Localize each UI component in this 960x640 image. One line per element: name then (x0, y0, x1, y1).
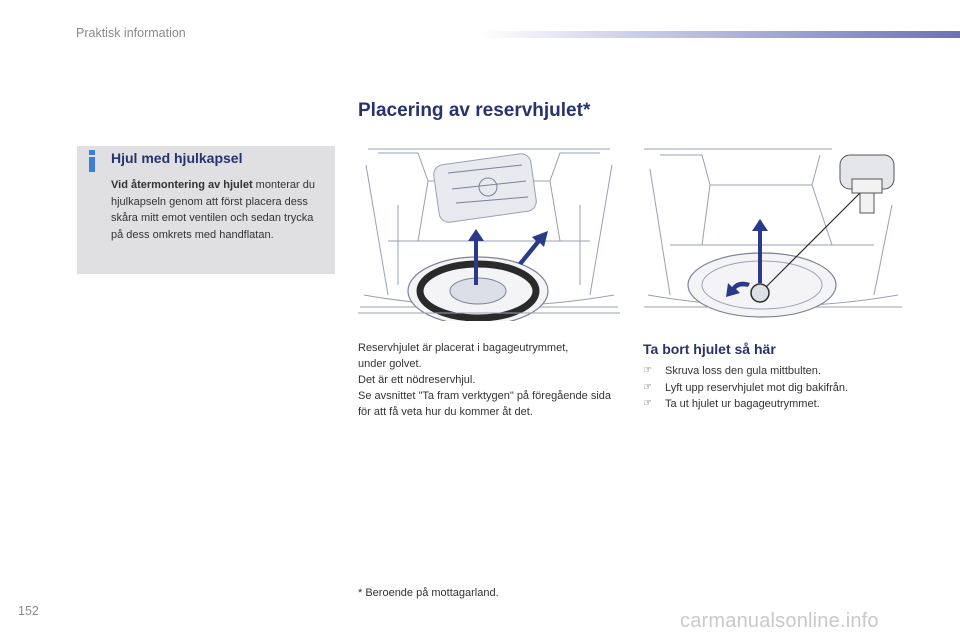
list-item (643, 396, 923, 413)
list-item (643, 363, 923, 380)
watermark: carmanualsonline.info (680, 610, 879, 632)
remove-steps-list (643, 363, 923, 413)
body-line: Se avsnittet "Ta fram verktygen" på föregående sida för att få veta hur du kommer åt det. (358, 390, 612, 418)
trunk-spare-wheel-illustration (358, 145, 620, 321)
step-text: Skruva loss den gula mittbulten. (665, 365, 821, 377)
body-text (358, 340, 626, 420)
pointing-hand-icon: ☞ (643, 365, 652, 376)
header-gradient-bar (480, 31, 960, 38)
footnote: * Beroende på mottagarland. (358, 587, 499, 599)
step-text: Lyft upp reservhjulet mot dig bakifrån. (665, 381, 849, 394)
body-line: Reservhjulet är placerat i bagageutrymmet, under golvet. (358, 342, 569, 370)
info-icon (86, 150, 98, 172)
info-box-text-rest: monterar du hjulkapseln genom att först placera dess skåra mitt emot ventilen och sedan trycka på dess omkrets med handflatan. (111, 179, 315, 241)
page-number: 152 (18, 604, 39, 618)
step-text: Ta ut hjulet ur bagageutrymmet. (665, 398, 820, 410)
section-title: Placering av reservhjulet* (358, 100, 591, 121)
info-box-text-bold: Vid återmontering av hjulet (111, 179, 253, 191)
pointing-hand-icon: ☞ (643, 381, 652, 393)
remove-wheel-illustration (642, 145, 904, 321)
list-item (643, 380, 923, 397)
pointing-hand-icon: ☞ (643, 398, 652, 409)
remove-title: Ta bort hjulet så här (643, 341, 776, 357)
info-box-title: Hjul med hjulkapsel (111, 150, 243, 166)
body-line: Det är ett nödreservhjul. (358, 374, 476, 386)
info-box-text (111, 177, 327, 243)
header-title: Praktisk information (76, 26, 186, 40)
